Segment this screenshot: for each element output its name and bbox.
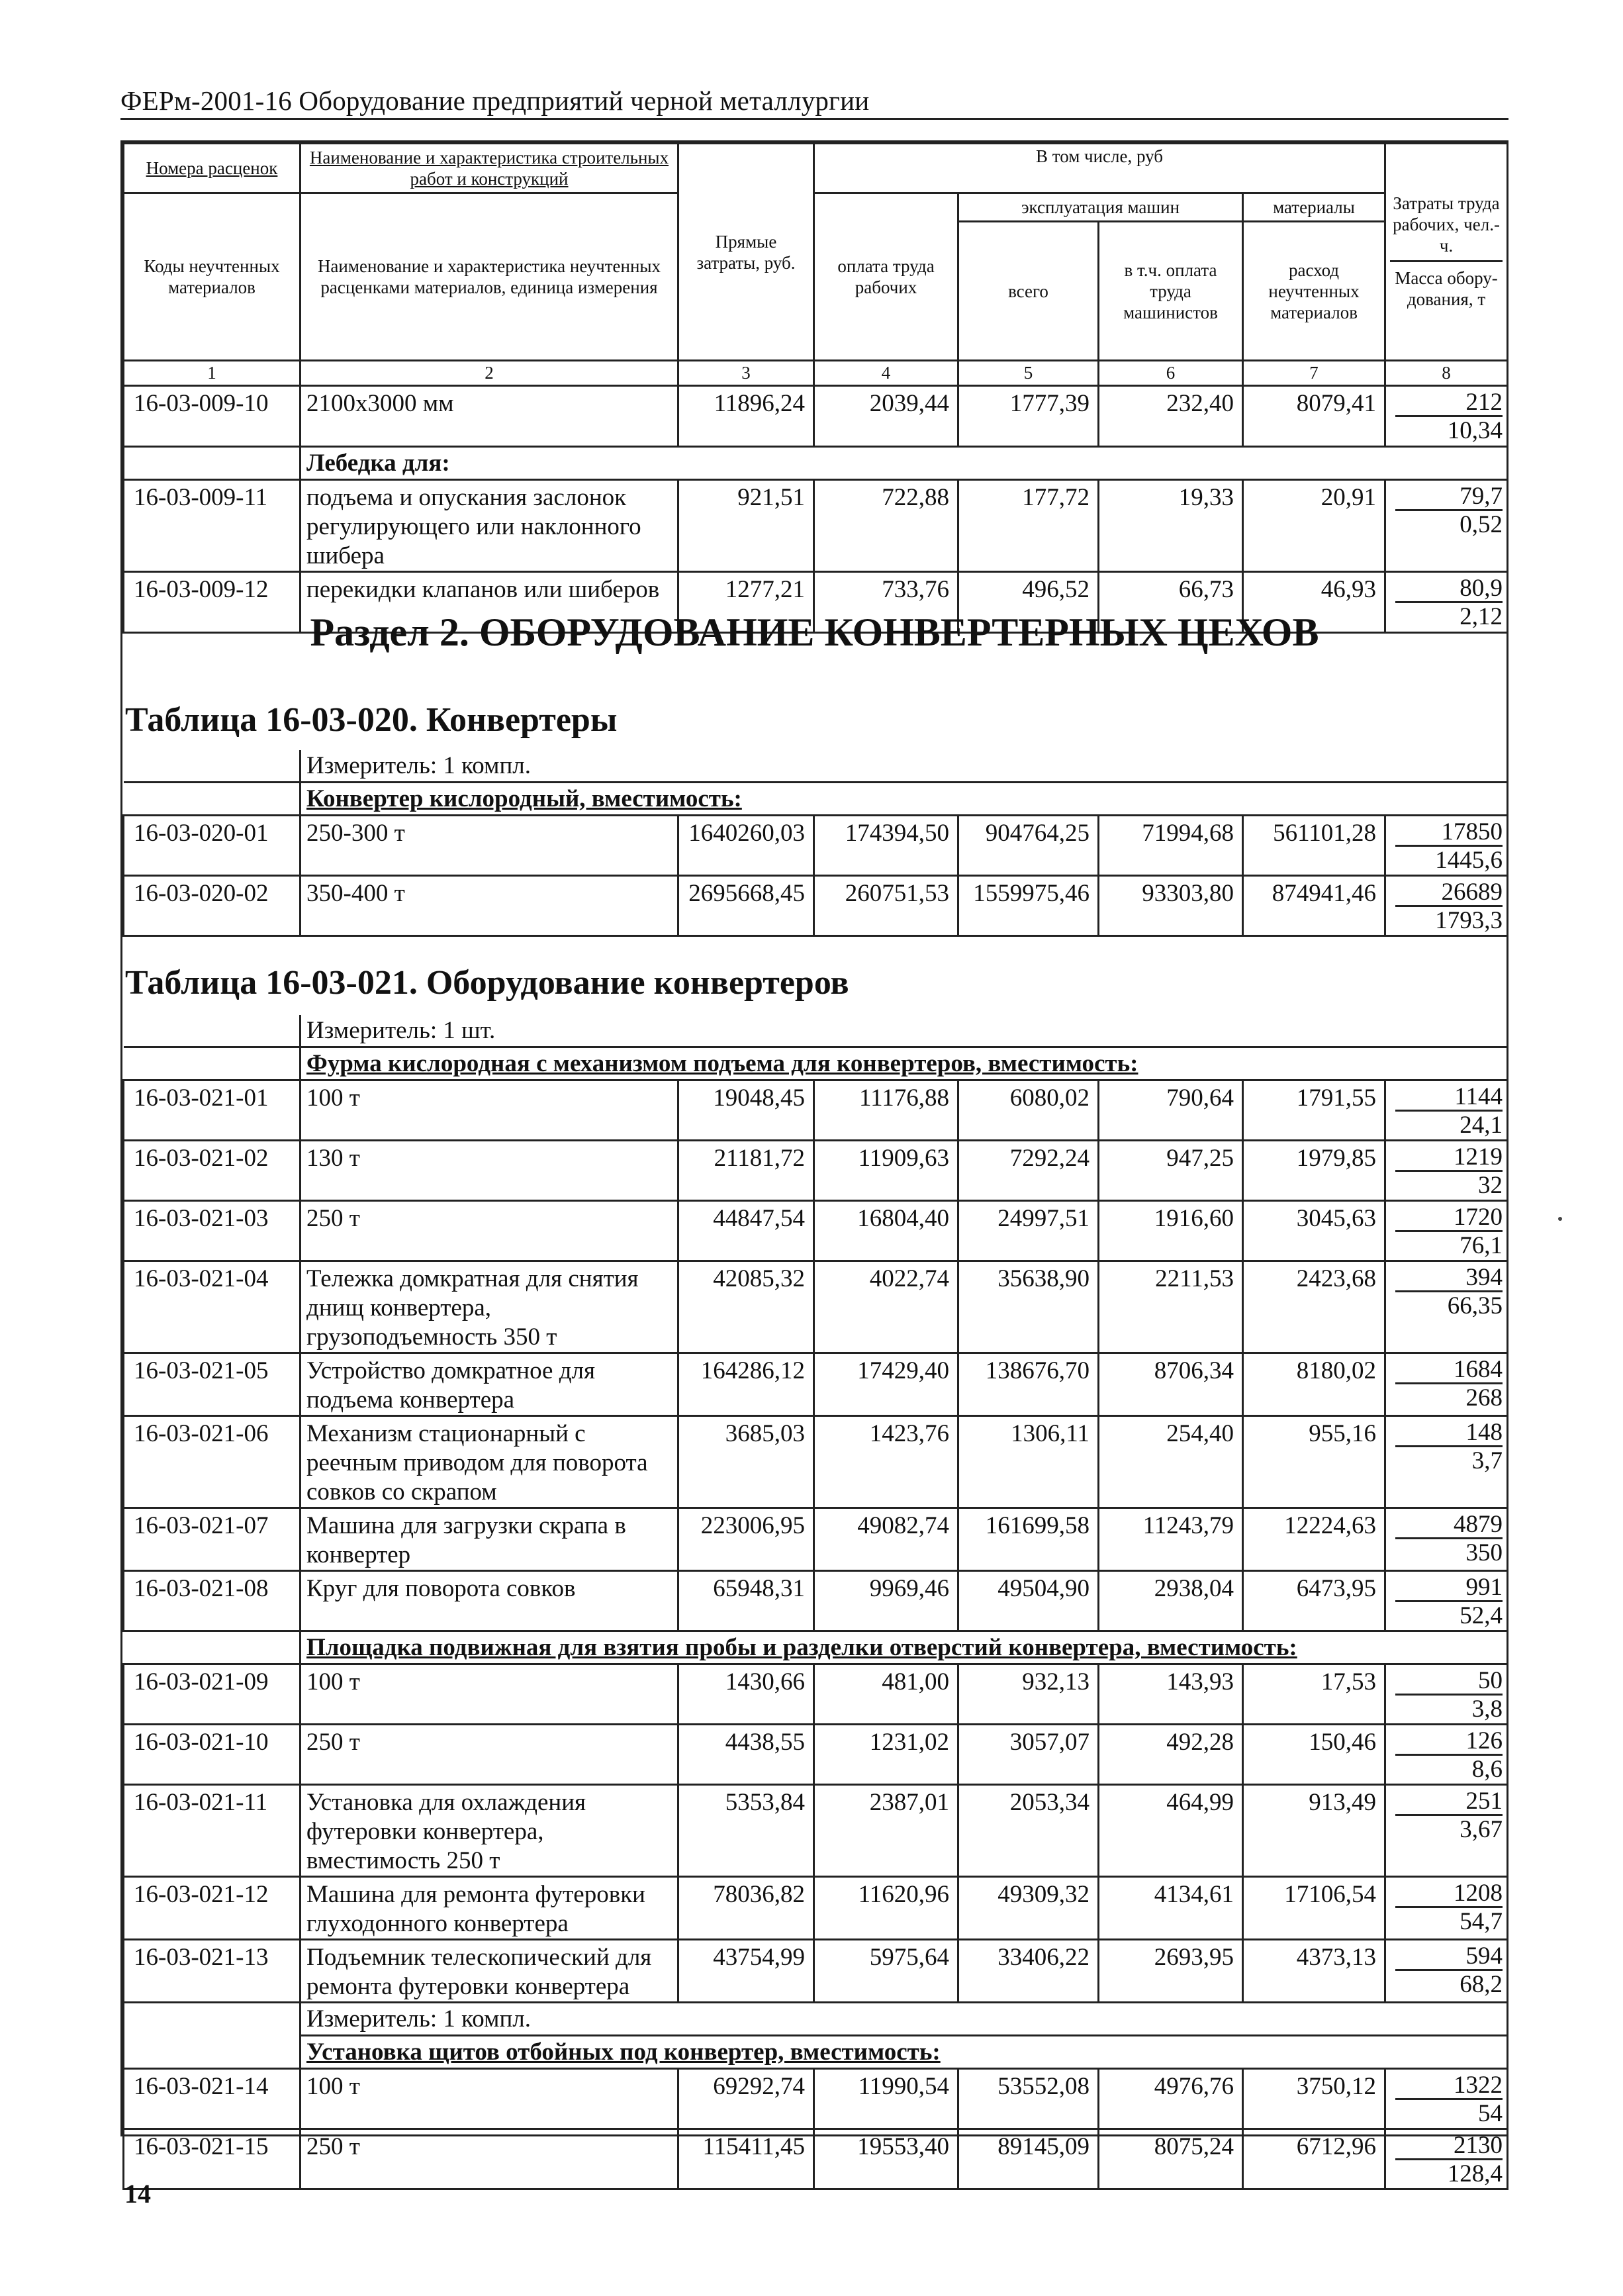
table-021-meter2-row [124, 2003, 1508, 2036]
name-cell: перекидки клапанов или шиберов [301, 572, 678, 633]
name-cell: Установка для охлаждения футеровки конвертера, вместимость 250 т [301, 1785, 678, 1877]
operators-wages-cell: 4134,61 [1099, 1877, 1243, 1940]
operators-wages-cell: 2693,95 [1099, 1940, 1243, 2003]
materials-cell: 17106,54 [1243, 1877, 1385, 1940]
colnum-5: 5 [958, 361, 1099, 386]
labor-value: 394 [1395, 1265, 1503, 1292]
colnum-3: 3 [678, 361, 814, 386]
machines-cell: 904764,25 [958, 816, 1099, 876]
colnum-8: 8 [1385, 361, 1508, 386]
wages-cell: 49082,74 [814, 1508, 958, 1571]
code-cell: 16-03-021-15 [124, 2129, 301, 2189]
labor-value: 1144 [1395, 1084, 1503, 1112]
labor-mass-cell [1385, 1571, 1508, 1631]
col-kody: Коды неучтенных материалов [124, 193, 301, 361]
col-v-tom-chisle: В том числе, руб [814, 144, 1385, 193]
wages-cell: 1423,76 [814, 1416, 958, 1508]
machines-cell: 33406,22 [958, 1940, 1099, 2003]
rate-row [124, 1664, 1508, 1725]
rate-row [124, 1353, 1508, 1416]
wages-cell: 11620,96 [814, 1877, 958, 1940]
col-zatraty: Затраты труда рабочих, чел.-ч. Масса обору-дования, т [1385, 144, 1508, 361]
machines-cell: 1306,11 [958, 1416, 1099, 1508]
col-pryamye: Прямые затраты, руб. [678, 144, 814, 361]
materials-cell: 46,93 [1243, 572, 1385, 633]
mass-value: 3,7 [1471, 1447, 1503, 1474]
scan-dot [1558, 1217, 1562, 1221]
materials-cell: 8180,02 [1243, 1353, 1385, 1416]
table-021-meter1: Измеритель: 1 шт. [301, 1015, 1508, 1047]
rate-row [124, 876, 1508, 936]
labor-value: 1684 [1395, 1357, 1503, 1384]
operators-wages-cell: 19,33 [1099, 480, 1243, 572]
section-title: Раздел 2. ОБОРУДОВАНИЕ КОНВЕРТЕРНЫХ ЦЕХОВ [310, 610, 1319, 654]
direct-cost-cell: 1430,66 [678, 1664, 814, 1725]
mass-value: 54,7 [1460, 1908, 1503, 1935]
code-cell: 16-03-021-04 [124, 1261, 301, 1353]
labor-value: 79,7 [1395, 483, 1503, 511]
wages-cell: 11990,54 [814, 2069, 958, 2129]
labor-mass-cell [1385, 1877, 1508, 1940]
materials-cell: 150,46 [1243, 1725, 1385, 1785]
wages-cell: 1231,02 [814, 1725, 958, 1785]
wages-cell: 722,88 [814, 480, 958, 572]
operators-wages-cell: 232,40 [1099, 386, 1243, 447]
code-cell: 16-03-021-01 [124, 1080, 301, 1141]
name-cell: Тележка домкратная для снятия днищ конвертера, грузоподъемность 350 т [301, 1261, 678, 1353]
machines-cell: 1559975,46 [958, 876, 1099, 936]
machines-cell: 53552,08 [958, 2069, 1099, 2129]
labor-value: 126 [1395, 1728, 1503, 1756]
wages-cell: 16804,40 [814, 1201, 958, 1261]
running-header: ФЕРм-2001-16 Оборудование предприятий черной металлургии [120, 85, 870, 116]
colnum-1: 1 [124, 361, 301, 386]
rate-row [124, 1416, 1508, 1508]
name-cell: 130 т [301, 1141, 678, 1201]
direct-cost-cell: 42085,32 [678, 1261, 814, 1353]
materials-cell: 874941,46 [1243, 876, 1385, 936]
operators-wages-cell: 4976,76 [1099, 2069, 1243, 2129]
labor-value: 148 [1395, 1419, 1503, 1447]
wages-cell: 2387,01 [814, 1785, 958, 1877]
column-number-row [124, 361, 1508, 386]
rate-row [124, 386, 1508, 447]
labor-value: 4879 [1395, 1511, 1503, 1539]
machines-cell: 1777,39 [958, 386, 1099, 447]
direct-cost-cell: 44847,54 [678, 1201, 814, 1261]
mass-value: 10,34 [1447, 417, 1503, 444]
machines-cell: 89145,09 [958, 2129, 1099, 2189]
wages-cell: 5975,64 [814, 1940, 958, 2003]
direct-cost-cell: 921,51 [678, 480, 814, 572]
lebedka-label: Лебедка для: [301, 447, 1508, 480]
name-cell: подъема и опускания заслонок регулирующего или наклонного шибера [301, 480, 678, 572]
materials-cell: 6473,95 [1243, 1571, 1385, 1631]
machines-cell: 6080,02 [958, 1080, 1099, 1141]
name-cell: 250 т [301, 1725, 678, 1785]
rate-row [124, 1785, 1508, 1877]
machines-cell: 35638,90 [958, 1261, 1099, 1353]
mass-value: 268 [1465, 1384, 1503, 1411]
direct-cost-cell: 78036,82 [678, 1877, 814, 1940]
col-rashod: расход неучтенных материалов [1243, 222, 1385, 361]
materials-cell: 2423,68 [1243, 1261, 1385, 1353]
labor-mass-cell [1385, 1664, 1508, 1725]
colnum-2: 2 [301, 361, 678, 386]
code-cell: 16-03-021-09 [124, 1664, 301, 1725]
labor-mass-cell [1385, 1080, 1508, 1141]
wages-cell: 481,00 [814, 1664, 958, 1725]
direct-cost-cell: 5353,84 [678, 1785, 814, 1877]
name-cell: 250 т [301, 1201, 678, 1261]
direct-cost-cell: 223006,95 [678, 1508, 814, 1571]
mass-value: 8,6 [1471, 1756, 1503, 1783]
operators-wages-cell: 464,99 [1099, 1785, 1243, 1877]
wages-cell: 17429,40 [814, 1353, 958, 1416]
direct-cost-cell: 4438,55 [678, 1725, 814, 1785]
lebedka-row [124, 447, 1508, 480]
labor-mass-cell [1385, 1508, 1508, 1571]
direct-cost-cell: 164286,12 [678, 1353, 814, 1416]
labor-value: 80,9 [1395, 575, 1503, 603]
direct-cost-cell: 19048,45 [678, 1080, 814, 1141]
code-cell: 16-03-021-13 [124, 1940, 301, 2003]
direct-cost-cell: 69292,74 [678, 2069, 814, 2129]
rate-row [124, 1201, 1508, 1261]
operators-wages-cell: 790,64 [1099, 1080, 1243, 1141]
operators-wages-cell: 71994,68 [1099, 816, 1243, 876]
mass-value: 128,4 [1447, 2160, 1503, 2187]
table-021-group2: Площадка подвижная для взятия пробы и разделки отверстий конвертера, вместимость: [301, 1631, 1508, 1664]
mass-value: 0,52 [1460, 511, 1503, 538]
code-cell: 16-03-021-02 [124, 1141, 301, 1201]
colnum-4: 4 [814, 361, 958, 386]
table-020-meter: Измеритель: 1 компл. [301, 750, 1508, 783]
mass-value: 32 [1478, 1172, 1503, 1199]
labor-mass-cell [1385, 1416, 1508, 1508]
table-020-meter-row [124, 750, 1508, 783]
labor-value: 1208 [1395, 1880, 1503, 1908]
rate-row [124, 1571, 1508, 1631]
name-cell: 350-400 т [301, 876, 678, 936]
mass-value: 24,1 [1460, 1112, 1503, 1139]
wages-cell: 19553,40 [814, 2129, 958, 2189]
col-nomera: Номера расценок [124, 144, 301, 193]
table-020-group: Конвертер кислородный, вместимость: [301, 783, 1508, 816]
col-oplata: оплата труда рабочих [814, 193, 958, 361]
code-cell: 16-03-021-07 [124, 1508, 301, 1571]
materials-cell: 913,49 [1243, 1785, 1385, 1877]
labor-mass-cell [1385, 1725, 1508, 1785]
direct-cost-cell: 1277,21 [678, 572, 814, 633]
labor-value: 50 [1395, 1668, 1503, 1696]
name-cell: 2100х3000 мм [301, 386, 678, 447]
mass-value: 68,2 [1460, 1971, 1503, 1998]
wages-cell: 9969,46 [814, 1571, 958, 1631]
labor-value: 1720 [1395, 1204, 1503, 1232]
direct-cost-cell: 11896,24 [678, 386, 814, 447]
rate-row [124, 816, 1508, 876]
mass-value: 3,67 [1460, 1816, 1503, 1843]
wages-cell: 174394,50 [814, 816, 958, 876]
page-number: 14 [124, 2179, 151, 2209]
machines-cell: 177,72 [958, 480, 1099, 572]
materials-cell: 561101,28 [1243, 816, 1385, 876]
mass-value: 350 [1465, 1539, 1503, 1566]
operators-wages-cell: 947,25 [1099, 1141, 1243, 1201]
mass-value: 1793,3 [1435, 907, 1503, 934]
rate-row [124, 480, 1508, 572]
machines-cell: 138676,70 [958, 1353, 1099, 1416]
machines-cell: 49504,90 [958, 1571, 1099, 1631]
direct-cost-cell: 1640260,03 [678, 816, 814, 876]
table-021-meter1-row [124, 1015, 1508, 1047]
materials-cell: 6712,96 [1243, 2129, 1385, 2189]
labor-mass-cell [1385, 1353, 1508, 1416]
rate-row [124, 1080, 1508, 1141]
direct-cost-cell: 65948,31 [678, 1571, 814, 1631]
mass-value: 1445,6 [1435, 847, 1503, 874]
table-021-group2-row [124, 1631, 1508, 1664]
machines-cell: 24997,51 [958, 1201, 1099, 1261]
mass-value: 52,4 [1460, 1602, 1503, 1629]
operators-wages-cell: 2938,04 [1099, 1571, 1243, 1631]
col-vtch: в т.ч. оплата труда машинистов [1099, 222, 1243, 361]
materials-cell: 8079,41 [1243, 386, 1385, 447]
name-cell: 100 т [301, 1080, 678, 1141]
col-ekspl: эксплуатация машин [958, 193, 1243, 222]
labor-mass-cell [1385, 386, 1508, 447]
labor-value: 26689 [1395, 879, 1503, 907]
rates-table-021 [122, 1015, 1508, 2190]
colnum-7: 7 [1243, 361, 1385, 386]
table-021-meter2: Измеритель: 1 компл. [301, 2003, 1508, 2036]
code-cell: 16-03-009-12 [124, 572, 301, 633]
code-cell: 16-03-021-14 [124, 2069, 301, 2129]
wages-cell: 260751,53 [814, 876, 958, 936]
table-020-group-row [124, 783, 1508, 816]
wages-cell: 11176,88 [814, 1080, 958, 1141]
operators-wages-cell: 1916,60 [1099, 1201, 1243, 1261]
rate-row [124, 2069, 1508, 2129]
col-materialy: материалы [1243, 193, 1385, 222]
operators-wages-cell: 8075,24 [1099, 2129, 1243, 2189]
name-cell: 100 т [301, 2069, 678, 2129]
rate-row [124, 1940, 1508, 2003]
machines-cell: 161699,58 [958, 1508, 1099, 1571]
code-cell: 16-03-009-11 [124, 480, 301, 572]
mass-value: 3,8 [1471, 1696, 1503, 1723]
rates-table-020 [122, 750, 1508, 937]
header-row-a [124, 144, 1508, 193]
wages-cell: 11909,63 [814, 1141, 958, 1201]
operators-wages-cell: 254,40 [1099, 1416, 1243, 1508]
page-frame [120, 140, 1508, 2187]
direct-cost-cell: 2695668,45 [678, 876, 814, 936]
table-021-group3: Установка щитов отбойных под конвертер, вместимость: [301, 2036, 1508, 2069]
rate-row [124, 1508, 1508, 1571]
operators-wages-cell: 2211,53 [1099, 1261, 1243, 1353]
name-cell: Машина для ремонта футеровки глуходонного конвертера [301, 1877, 678, 1940]
mass-value: 76,1 [1460, 1232, 1503, 1259]
materials-cell: 17,53 [1243, 1664, 1385, 1725]
rate-row [124, 1877, 1508, 1940]
materials-cell: 20,91 [1243, 480, 1385, 572]
operators-wages-cell: 66,73 [1099, 572, 1243, 633]
direct-cost-cell: 3685,03 [678, 1416, 814, 1508]
labor-mass-cell [1385, 2069, 1508, 2129]
rates-table-top [122, 142, 1508, 634]
labor-mass-cell [1385, 2129, 1508, 2189]
labor-value: 17850 [1395, 819, 1503, 847]
code-cell: 16-03-021-06 [124, 1416, 301, 1508]
name-cell: Круг для поворота совков [301, 1571, 678, 1631]
labor-value: 2130 [1395, 2132, 1503, 2160]
wages-cell: 4022,74 [814, 1261, 958, 1353]
direct-cost-cell: 43754,99 [678, 1940, 814, 2003]
table-020-title: Таблица 16-03-020. Конвертеры [125, 701, 618, 739]
operators-wages-cell: 143,93 [1099, 1664, 1243, 1725]
rate-row [124, 2129, 1508, 2189]
colnum-6: 6 [1099, 361, 1243, 386]
header-rule [120, 118, 1508, 120]
col-vsego: всего [958, 222, 1099, 361]
code-cell: 16-03-021-11 [124, 1785, 301, 1877]
code-cell: 16-03-009-10 [124, 386, 301, 447]
col-naim-bottom: Наименование и характеристика неучтенных расценками материалов, единица измерения [301, 193, 678, 361]
machines-cell: 932,13 [958, 1664, 1099, 1725]
materials-cell: 955,16 [1243, 1416, 1385, 1508]
machines-cell: 496,52 [958, 572, 1099, 633]
materials-cell: 1979,85 [1243, 1141, 1385, 1201]
code-cell: 16-03-021-12 [124, 1877, 301, 1940]
name-cell: 100 т [301, 1664, 678, 1725]
labor-mass-cell [1385, 876, 1508, 936]
labor-value: 594 [1395, 1943, 1503, 1971]
rate-row [124, 1261, 1508, 1353]
labor-mass-cell [1385, 1141, 1508, 1201]
table-021-group1: Фурма кислородная с механизмом подъема для конвертеров, вместимость: [301, 1047, 1508, 1080]
code-cell: 16-03-021-03 [124, 1201, 301, 1261]
mass-value: 2,12 [1460, 603, 1503, 630]
direct-cost-cell: 115411,45 [678, 2129, 814, 2189]
labor-mass-cell [1385, 1261, 1508, 1353]
wages-cell: 2039,44 [814, 386, 958, 447]
code-cell: 16-03-021-10 [124, 1725, 301, 1785]
materials-cell: 3045,63 [1243, 1201, 1385, 1261]
materials-cell: 1791,55 [1243, 1080, 1385, 1141]
operators-wages-cell: 8706,34 [1099, 1353, 1243, 1416]
code-cell: 16-03-020-02 [124, 876, 301, 936]
table-021-title: Таблица 16-03-021. Оборудование конвертеров [125, 964, 849, 1002]
code-cell: 16-03-020-01 [124, 816, 301, 876]
labor-mass-cell [1385, 816, 1508, 876]
name-cell: Устройство домкратное для подъема конвертера [301, 1353, 678, 1416]
labor-value: 1219 [1395, 1144, 1503, 1172]
wages-cell: 733,76 [814, 572, 958, 633]
mass-value: 66,35 [1447, 1292, 1503, 1319]
materials-cell: 12224,63 [1243, 1508, 1385, 1571]
materials-cell: 4373,13 [1243, 1940, 1385, 2003]
name-cell: Подъемник телескопический для ремонта футеровки конвертера [301, 1940, 678, 2003]
machines-cell: 2053,34 [958, 1785, 1099, 1877]
col-naim-top: Наименование и характеристика строительных работ и конструкций [301, 144, 678, 193]
operators-wages-cell: 11243,79 [1099, 1508, 1243, 1571]
labor-value: 212 [1395, 389, 1503, 417]
labor-mass-cell [1385, 480, 1508, 572]
labor-mass-cell [1385, 1940, 1508, 2003]
rate-row [124, 1725, 1508, 1785]
labor-value: 251 [1395, 1788, 1503, 1816]
code-cell: 16-03-021-08 [124, 1571, 301, 1631]
name-cell: 250 т [301, 2129, 678, 2189]
materials-cell: 3750,12 [1243, 2069, 1385, 2129]
machines-cell: 7292,24 [958, 1141, 1099, 1201]
labor-value: 1322 [1395, 2072, 1503, 2100]
name-cell: Машина для загрузки скрапа в конвертер [301, 1508, 678, 1571]
labor-value: 991 [1395, 1574, 1503, 1602]
machines-cell: 3057,07 [958, 1725, 1099, 1785]
operators-wages-cell: 93303,80 [1099, 876, 1243, 936]
name-cell: 250-300 т [301, 816, 678, 876]
code-cell: 16-03-021-05 [124, 1353, 301, 1416]
table-021-group3-row [124, 2036, 1508, 2069]
direct-cost-cell: 21181,72 [678, 1141, 814, 1201]
name-cell: Механизм стационарный с реечным приводом для поворота совков со скрапом [301, 1416, 678, 1508]
mass-value: 54 [1478, 2100, 1503, 2127]
operators-wages-cell: 492,28 [1099, 1725, 1243, 1785]
table-021-group1-row [124, 1047, 1508, 1080]
rate-row [124, 1141, 1508, 1201]
labor-mass-cell [1385, 1785, 1508, 1877]
machines-cell: 49309,32 [958, 1877, 1099, 1940]
header-row-b [124, 193, 1508, 222]
labor-mass-cell [1385, 1201, 1508, 1261]
